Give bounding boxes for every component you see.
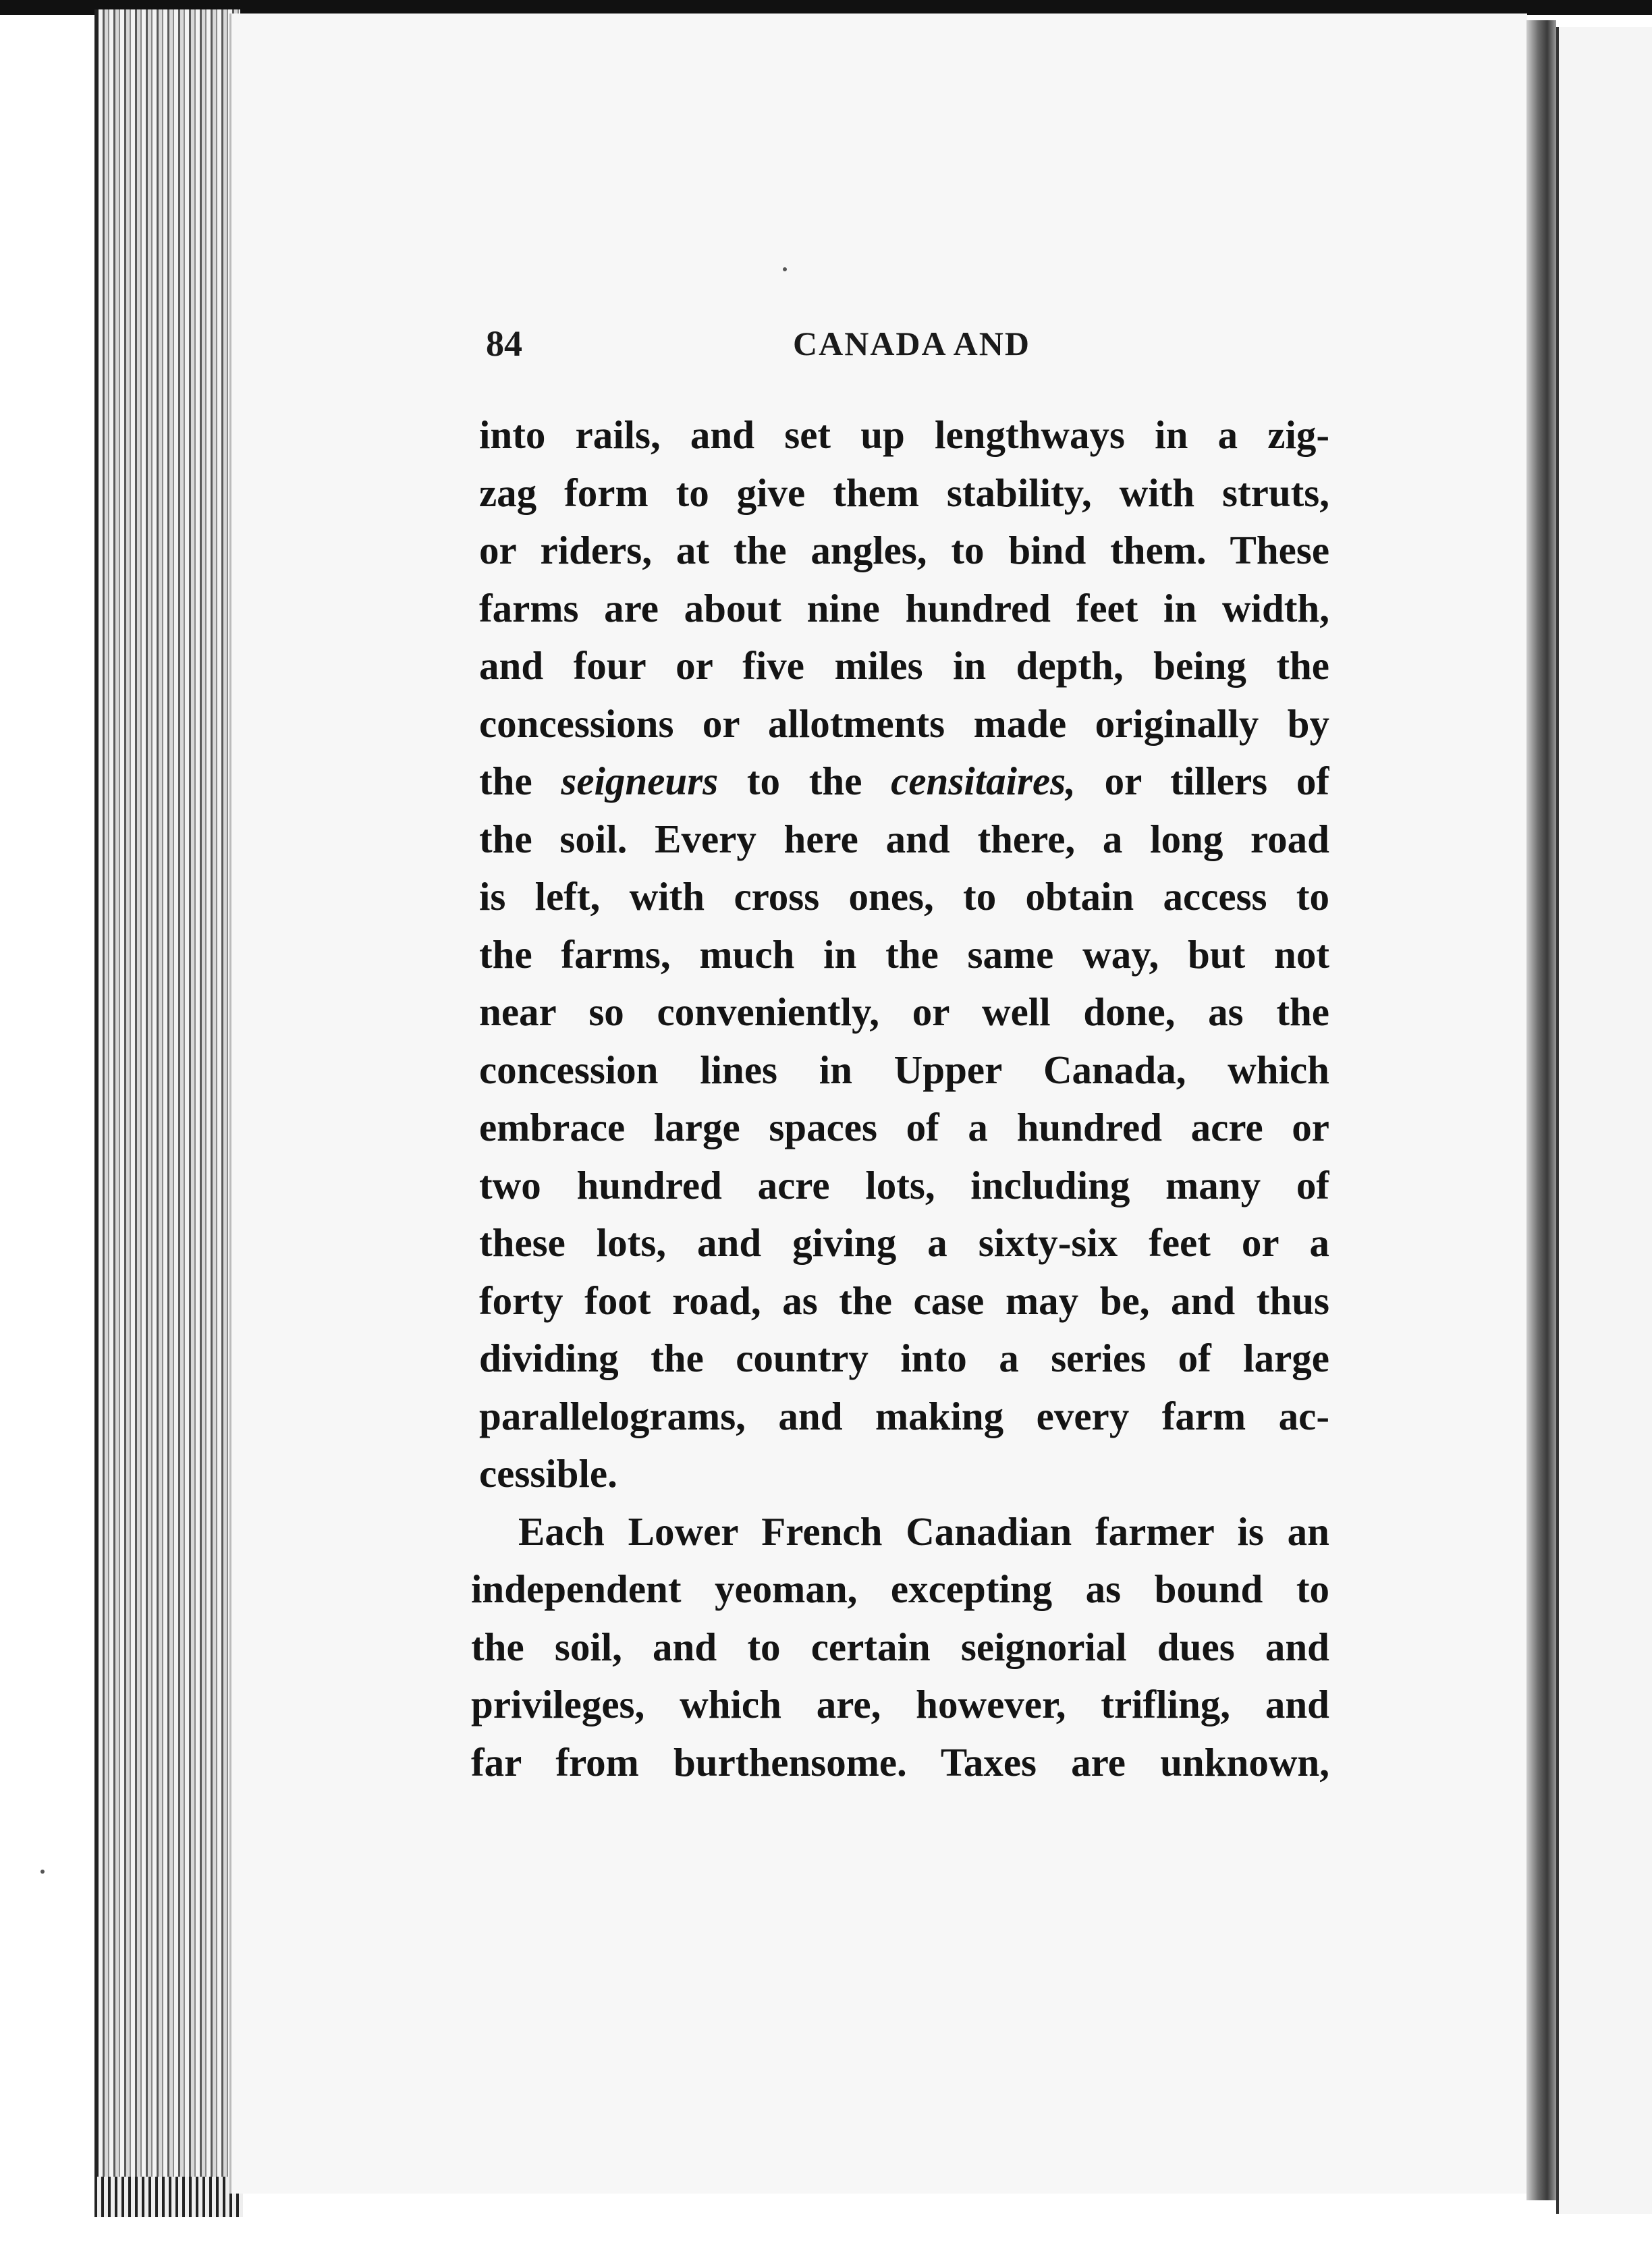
body-text	[471, 406, 1329, 1791]
text-line: farms are about nine hundred feet in width,	[479, 585, 1329, 630]
book-page-edges	[94, 9, 240, 2203]
text-line: cessible.	[479, 1451, 617, 1496]
italic-term-seigneurs: seigneurs	[561, 759, 719, 803]
text-line: into rails, and set up lengthways in a zig-	[479, 412, 1329, 457]
text-line: independent yeoman, excepting as bound to	[471, 1567, 1329, 1611]
scan-border-bottom	[0, 2217, 1652, 2257]
facing-page-edge	[1556, 27, 1652, 2214]
line-prefix: the	[479, 759, 561, 803]
paper-speck	[783, 267, 787, 271]
book-page-edges-bottom	[94, 2177, 243, 2217]
text-line: the soil. Every here and there, a long road	[479, 816, 1329, 861]
text-line: the farms, much in the same way, but not	[479, 931, 1329, 977]
text-line: concessions or allotments made originally by	[479, 701, 1329, 746]
text-line: dividing the country into a series of large	[479, 1336, 1329, 1380]
page-number: 84	[486, 323, 522, 364]
book-gutter-shadow	[1526, 20, 1556, 2200]
text-line: or riders, at the angles, to bind them. These	[479, 528, 1329, 572]
running-head: CANADA AND	[793, 325, 1030, 362]
text-line: privileges, which are, however, trifling, and	[471, 1682, 1329, 1726]
scan-border-top	[0, 0, 1652, 15]
text-line: and four or five miles in depth, being the	[479, 643, 1329, 688]
line-suffix: or tillers of	[1075, 759, 1329, 803]
text-line: these lots, and giving a sixty-six feet or a	[479, 1220, 1329, 1265]
text-line: two hundred acre lots, including many of	[479, 1162, 1329, 1207]
text-line: is left, with cross ones, to obtain access to	[479, 874, 1329, 919]
text-line: Each Lower French Canadian farmer is an	[518, 1508, 1329, 1554]
text-line: concession lines in Upper Canada, which	[479, 1047, 1329, 1092]
scan-speck	[40, 1870, 45, 1874]
paragraph-2	[471, 1503, 1329, 1792]
text-line-with-italics	[479, 753, 1329, 811]
italic-term-censitaires: censitaires,	[891, 759, 1076, 803]
text-line: the soil, and to certain seignorial dues and	[471, 1624, 1329, 1669]
line-middle: to the	[718, 759, 891, 803]
text-line: near so conveniently, or well done, as the	[479, 989, 1329, 1034]
text-line: forty foot road, as the case may be, and thus	[479, 1278, 1329, 1323]
text-line: far from burthensome. Taxes are unknown,	[471, 1739, 1329, 1785]
text-line: embrace large spaces of a hundred acre or	[479, 1105, 1329, 1149]
text-line: zag form to give them stability, with struts,	[479, 470, 1329, 515]
text-line: parallelograms, and making every farm ac-	[479, 1393, 1329, 1438]
